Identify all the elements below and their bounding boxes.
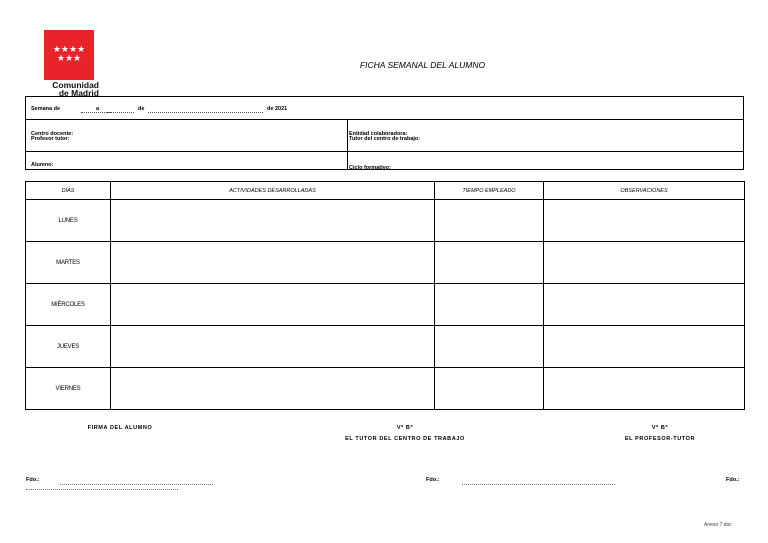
- tutor-trabajo-sign-label: EL TUTOR DEL CENTRO DE TRABAJO: [345, 436, 465, 442]
- svg-text:★★★★: ★★★★: [52, 45, 86, 55]
- alumno-row: [25, 151, 744, 170]
- actividades-cell[interactable]: [111, 368, 435, 410]
- comunidad-madrid-logo: [44, 30, 94, 80]
- week-row: [25, 96, 744, 120]
- actividades-cell[interactable]: [111, 242, 435, 284]
- logo-line2: de Madrid: [58, 88, 99, 98]
- ciclo-label: Ciclo formativo:: [349, 165, 391, 171]
- centro-row: [25, 119, 744, 152]
- header-observaciones: OBSERVACIONES: [544, 182, 745, 200]
- alumno-label: Alumno:: [31, 162, 54, 168]
- firma-alumno-label: FIRMA DEL ALUMNO: [87, 425, 153, 431]
- table-row: [26, 326, 745, 368]
- day-cell: MIÉRCOLES: [26, 284, 111, 326]
- tiempo-cell[interactable]: [435, 368, 544, 410]
- semana-de: de: [138, 106, 145, 112]
- header-tiempo: TIEMPO EMPLEADO: [435, 182, 544, 200]
- stars-icon: [44, 30, 94, 80]
- fdo-alumno-label: Fdo.:: [26, 477, 40, 483]
- table-row: [26, 368, 745, 410]
- entidad-label: Entidad colaboradora:: [349, 131, 408, 137]
- table-row: [26, 242, 745, 284]
- tiempo-cell[interactable]: [435, 326, 544, 368]
- header-dias: DÍAS: [26, 182, 111, 200]
- tiempo-cell[interactable]: [435, 284, 544, 326]
- centro-docente-label: Centro docente:: [31, 131, 74, 137]
- observaciones-cell[interactable]: [544, 242, 745, 284]
- fdo-alumno-field-2[interactable]: [26, 489, 178, 490]
- svg-text:★★★: ★★★: [56, 54, 82, 64]
- semana-to-field[interactable]: [106, 112, 134, 113]
- fdo-tutor-field[interactable]: [462, 484, 615, 485]
- table-header-row: [26, 182, 745, 200]
- fdo-profesor-label: Fdo.:: [726, 477, 740, 483]
- profesor-tutor-sign-label: EL PROFESOR-TUTOR: [624, 436, 696, 442]
- header-actividades: ACTIVIDADES DESARROLLADAS: [111, 182, 435, 200]
- day-cell: VIERNES: [26, 368, 111, 410]
- fdo-alumno-field[interactable]: [60, 484, 213, 485]
- semana-year: de 2021: [267, 106, 288, 112]
- actividades-cell[interactable]: [111, 326, 435, 368]
- day-cell: LUNES: [26, 200, 111, 242]
- vb2-label: Vº Bº: [651, 425, 669, 431]
- observaciones-cell[interactable]: [544, 284, 745, 326]
- day-cell: JUEVES: [26, 326, 111, 368]
- semana-label: Semana de: [31, 106, 61, 112]
- day-cell: MARTES: [26, 242, 111, 284]
- alumno-divider: [347, 152, 348, 169]
- page-title: FICHA SEMANAL DEL ALUMNO: [359, 60, 486, 70]
- tiempo-cell[interactable]: [435, 242, 544, 284]
- file-name: Anexo 7.doc: [704, 522, 732, 528]
- tiempo-cell[interactable]: [435, 200, 544, 242]
- vb1-label: Vº Bº: [396, 425, 414, 431]
- weekly-table: [25, 181, 745, 410]
- observaciones-cell[interactable]: [544, 326, 745, 368]
- actividades-cell[interactable]: [111, 284, 435, 326]
- actividades-cell[interactable]: [111, 200, 435, 242]
- logo-text: [44, 81, 99, 97]
- table-row: [26, 200, 745, 242]
- observaciones-cell[interactable]: [544, 200, 745, 242]
- centro-divider: [347, 120, 348, 151]
- tutor-trabajo-label: Tutor del centro de trabajo:: [349, 136, 421, 142]
- profesor-tutor-label: Profesor tutor:: [31, 136, 70, 142]
- table-row: [26, 284, 745, 326]
- semana-month-field[interactable]: [148, 112, 263, 113]
- fdo-tutor-label: Fdo.:: [426, 477, 440, 483]
- semana-a: a: [96, 106, 100, 112]
- observaciones-cell[interactable]: [544, 368, 745, 410]
- logo-line1: Comunidad: [52, 80, 99, 90]
